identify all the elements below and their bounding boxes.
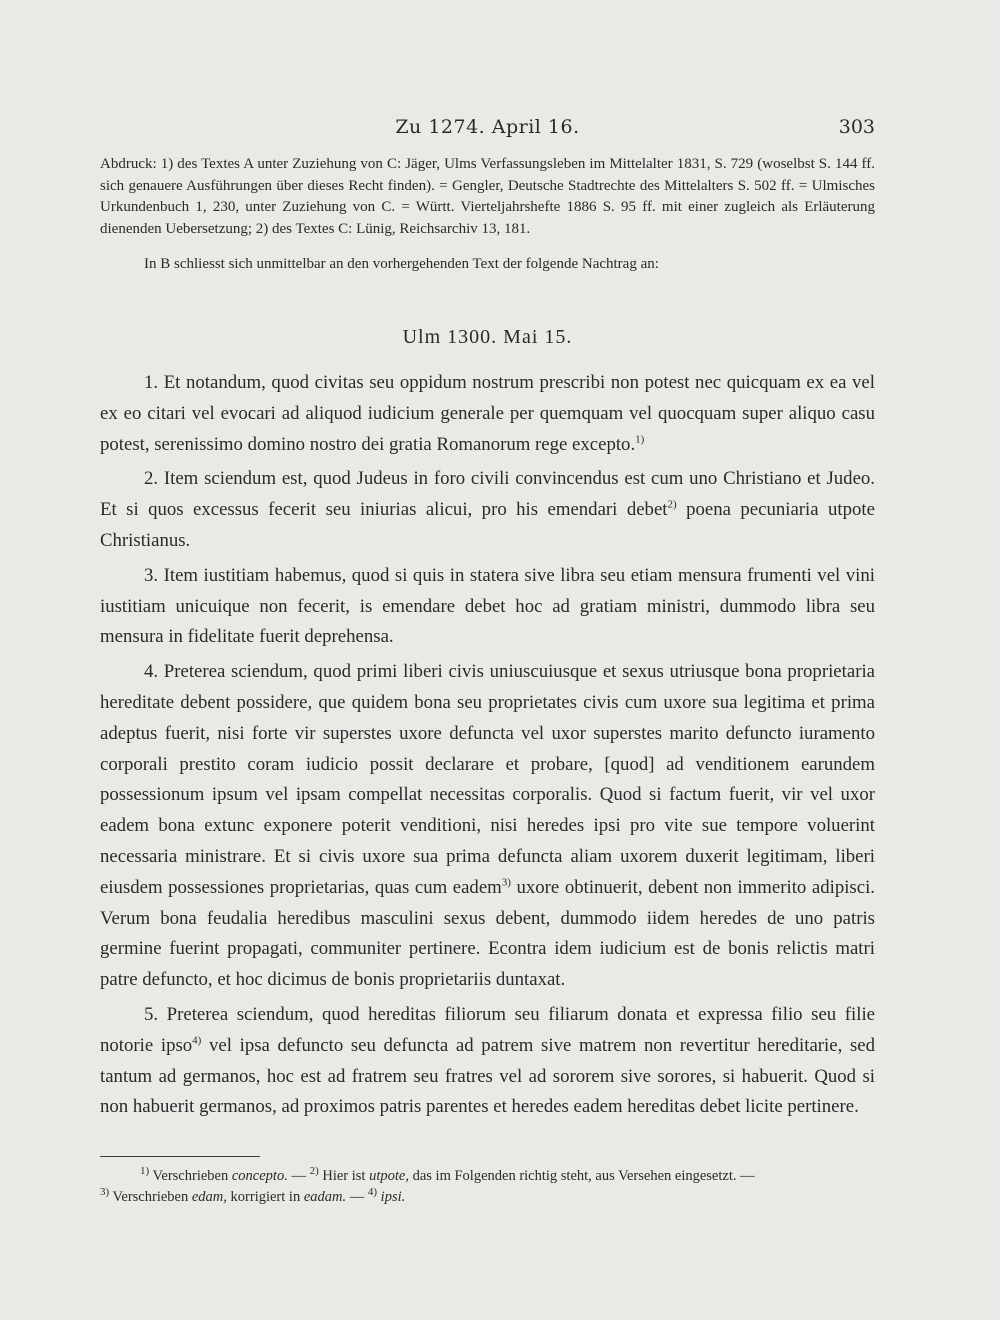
footnote-2-rest: das im Folgenden richtig steht, aus Versehen eingesetzt. — — [408, 1168, 755, 1184]
header-title: Zu 1274. April 16. — [395, 116, 580, 138]
paragraph-4-text-b: uxore obtinuerit, debent non immerito adipisci. Verum bona feudalia heredibus masculini sexus debent, dummodo iidem heredes de uno patris germine fuerint propagati, communiter pertinere. Econtra idem iudicium est de bonis relictis matri patre defuncto, et hoc dicimus de bonis proprietariis duntaxat. — [100, 876, 875, 991]
footnote-divider — [100, 1156, 260, 1157]
footnote-3-mark: 3) — [100, 1186, 110, 1199]
latin-text — [100, 368, 875, 1127]
footnote-4-word: ipsi. — [377, 1189, 406, 1205]
footnote-ref-4: 4) — [192, 1034, 202, 1047]
introduction — [100, 154, 875, 276]
paragraph-3: 3. Item iustitiam habemus, quod si quis in statera sive libra seu etiam mensura frumenti vel vini iustitiam unicuique non fecerit, is emendare debet hoc ad gratiam ministri, dummodo libra seu mensura in fidelitate fuerit deprehensa. — [100, 564, 875, 648]
footnote-ref-3: 3) — [501, 876, 511, 889]
footnotes — [100, 1166, 875, 1208]
footnote-3-mid: korrigiert in — [226, 1189, 304, 1205]
footnote-ref-1: 1) — [635, 433, 645, 446]
footnote-line-1 — [100, 1166, 875, 1187]
footnote-1-dash: — — [287, 1168, 310, 1184]
paragraph-2-text-b: poena pecuniaria utpote Christianus. — [100, 499, 875, 551]
footnote-2-mark: 2) — [309, 1165, 319, 1178]
paragraph-1 — [100, 368, 875, 460]
footnote-line-2 — [100, 1187, 875, 1208]
footnote-ref-2: 2) — [667, 498, 677, 511]
footnote-1-mark: 1) — [140, 1165, 150, 1178]
footnote-1-word: concepto. — [231, 1168, 288, 1184]
paragraph-5 — [100, 1000, 875, 1123]
footnote-4-mark: 4) — [367, 1186, 378, 1199]
paragraph-2 — [100, 464, 875, 556]
footnote-2-text: Hier ist — [318, 1168, 370, 1184]
page-number: 303 — [838, 116, 875, 138]
editorial-note: In B schliesst sich unmittelbar an den vorhergehenden Text der folgende Nachtrag an: — [144, 256, 659, 272]
footnote-2-word: utpote, — [369, 1168, 409, 1184]
paragraph-4-text-a: 4. Preterea sciendum, quod primi liberi civis uniuscuiusque et sexus utriusque bona proprietaria hereditate debent possidere, que quidem bona seu proprietates civis cum uxore sua legitima et prima adeptus fuerit, nisi forte vir superstes uxore defuncta vel uxor superstes marito defuncto iuramento corporali prestito coram iudicio possit declarare et probare, [quod] ad venditionem earundem possessionum ipsum vel ipsam compellat necessitas corporalis. Quod si factum fuerit, vir vel uxor eadem bona extunc exponere poterit venditioni, nisi heredes ipsi pro vite sue tempore voluerint necessaria ministrare. Et si civis uxore sua prima defuncta aliam uxorem duxerit legitimam, liberi eiusdem possessiones proprietarias, quas cum eadem — [100, 661, 875, 898]
running-header — [100, 116, 875, 146]
footnote-3-text: Verschrieben — [109, 1189, 192, 1205]
footnote-3-word-2: eadam. — [303, 1189, 347, 1205]
paragraph-4 — [100, 657, 875, 996]
footnote-3-word: edam, — [191, 1189, 227, 1205]
paragraph-5-text-a: 5. Preterea sciendum, quod hereditas filiorum seu filiarum donata et expressa filio seu filie notorie ipso — [100, 1003, 875, 1056]
document-heading: Ulm 1300. Mai 15. — [402, 326, 573, 348]
footnote-1-text: Verschrieben — [149, 1168, 232, 1184]
paragraph-1-text: 1. Et notandum, quod civitas seu oppidum nostrum prescribi non potest nec quicquam ex ea vel ex eo citari vel evocari ad aliquod iudicium generale per quemquam vel quocquam super aliquo casu potest, serenissimo domino nostro dei gratia Romanorum rege excepto. — [100, 372, 875, 455]
footnote-3-dash: — — [346, 1189, 368, 1205]
paragraph-2-text-a: 2. Item sciendum est, quod Judeus in foro civili convincendus est cum uno Christiano et Judeo. Et si quos excessus fecerit seu iniurias alicui, pro his emendari debet — [100, 468, 875, 521]
print-reference: Abdruck: 1) des Textes A unter Zuziehung von C: Jäger, Ulms Verfassungsleben im Mittelalter 1831, S. 729 (woselbst S. 144 ff. sich genauere Ausführungen über dieses Recht finden). = Gengler, Deutsche Stadtrechte des Mittelalters S. 502 ff. = Ulmisches Urkundenbuch 1, 230, unter Zuziehung von C. = Württ. Vierteljahrshefte 1886 S. 95 ff. mit einer zugleich als Erläuterung dienenden Uebersetzung; 2) des Textes C: Lünig, Reichsarchiv 13, 181. — [100, 156, 875, 237]
paragraph-5-text-b: vel ipsa defuncto seu defuncta ad patrem sive matrem non revertitur hereditarie, sed tantum ad germanos, hoc est ad fratrem seu fratres vel ad sororem sive sorores, si habuerit. Quod si non habuerit germanos, ad proximos patris parentes et heredes eadem hereditas debet licite pertinere. — [100, 1034, 875, 1118]
